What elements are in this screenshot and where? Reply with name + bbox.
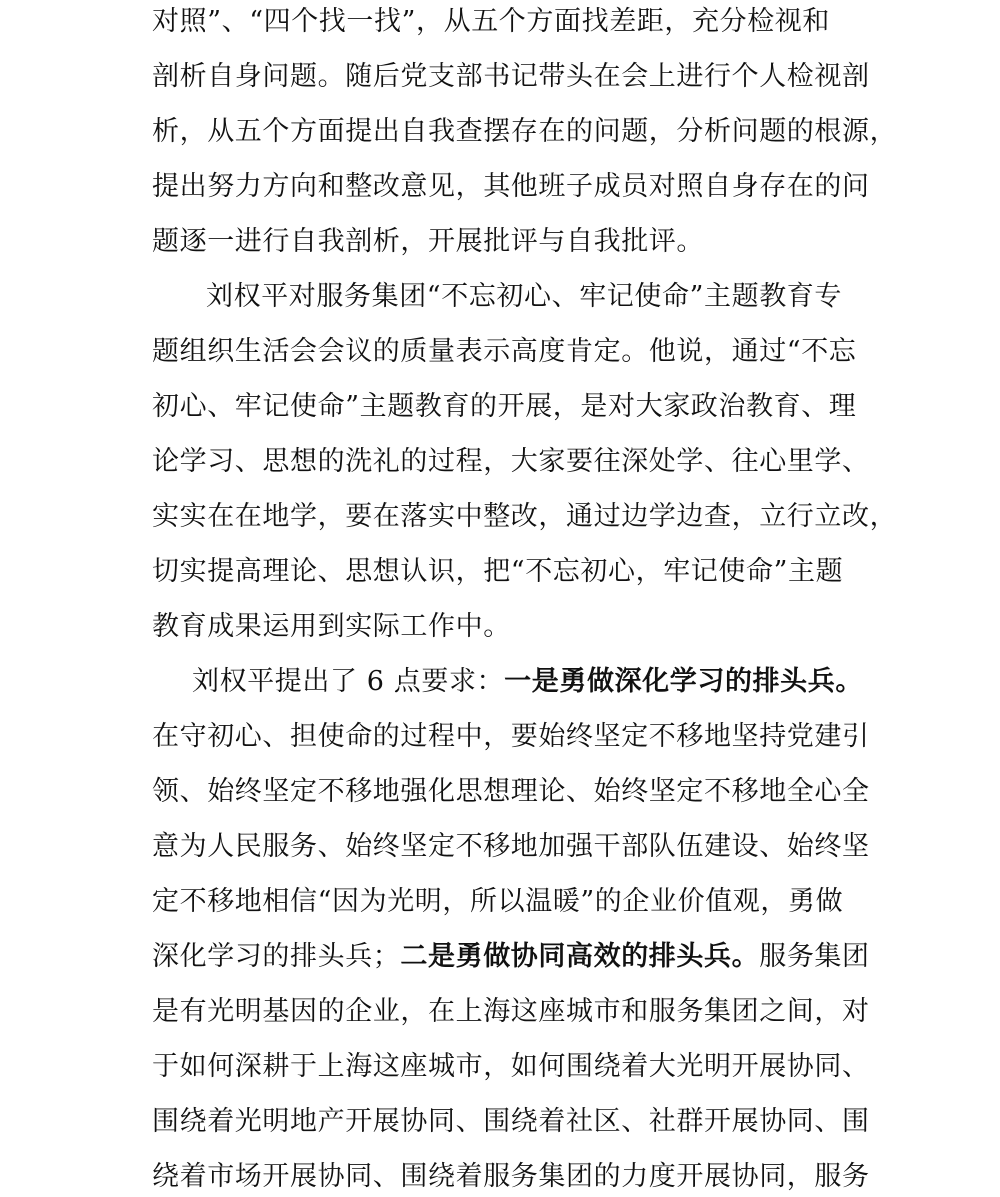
- paragraph-3-line-7: 是有光明基因的企业，在上海这座城市和服务集团之间，对: [152, 996, 870, 1027]
- paragraph-3-line-3: 领、始终坚定不移地强化思想理论、始终坚定不移地全心全: [152, 776, 870, 807]
- paragraph-2-line-3: 初心、牢记使命”主题教育的开展，是对大家政治教育、理: [152, 391, 857, 422]
- paragraph-2-line-1: 刘权平对服务集团“不忘初心、牢记使命”主题教育专: [206, 281, 843, 312]
- paragraph-3-line-6-start: 深化学习的排头兵；: [152, 941, 401, 972]
- paragraph-2-line-4: 论学习、思想的洗礼的过程，大家要往深处学、往心里学、: [152, 446, 870, 477]
- requirement-1-heading: 一是勇做深化学习的排头兵。: [504, 666, 863, 697]
- paragraph-2-line-5: 实实在在地学，要在落实中整改，通过边学边查，立行立改，: [152, 501, 898, 532]
- paragraph-1-line-2: 剖析自身问题。随后党支部书记带头在会上进行个人检视剖: [152, 61, 870, 92]
- requirement-2-heading: 二是勇做协同高效的排头兵。: [400, 941, 760, 972]
- paragraph-1-line-1: 对照”、“四个找一找”，从五个方面找差距，充分检视和: [152, 6, 831, 37]
- paragraph-3-line-2: 在守初心、担使命的过程中，要始终坚定不移地坚持党建引: [152, 721, 870, 752]
- paragraph-1-line-5: 题逐一进行自我剖析，开展批评与自我批评。: [152, 226, 704, 257]
- paragraph-3-line-6-end: 服务集团: [759, 941, 870, 972]
- paragraph-3-line-1: [192, 662, 892, 702]
- paragraph-3-line-6: [152, 937, 870, 977]
- paragraph-3-line-9: 围绕着光明地产开展协同、围绕着社区、社群开展协同、围: [152, 1106, 870, 1137]
- paragraph-3-line-10: 绕着市场开展协同、围绕着服务集团的力度开展协同，服务: [152, 1161, 870, 1192]
- paragraph-3-line-5: 定不移地相信“因为光明，所以温暖”的企业价值观，勇做: [152, 886, 844, 917]
- paragraph-2-line-6: 切实提高理论、思想认识，把“不忘初心，牢记使命”主题: [152, 556, 844, 587]
- paragraph-2-line-7: 教育成果运用到实际工作中。: [152, 611, 511, 642]
- paragraph-1-line-4: 提出努力方向和整改意见，其他班子成员对照自身存在的问: [152, 171, 870, 202]
- paragraph-3-line-4: 意为人民服务、始终坚定不移地加强干部队伍建设、始终坚: [152, 831, 870, 862]
- paragraph-3-intro: 刘权平提出了 6 点要求：: [192, 666, 505, 697]
- paragraph-2-line-2: 题组织生活会会议的质量表示高度肯定。他说，通过“不忘: [152, 336, 857, 367]
- paragraph-3-line-8: 于如何深耕于上海这座城市，如何围绕着大光明开展协同、: [152, 1051, 870, 1082]
- paragraph-1-line-3: 析，从五个方面提出自我查摆存在的问题，分析问题的根源，: [152, 116, 898, 147]
